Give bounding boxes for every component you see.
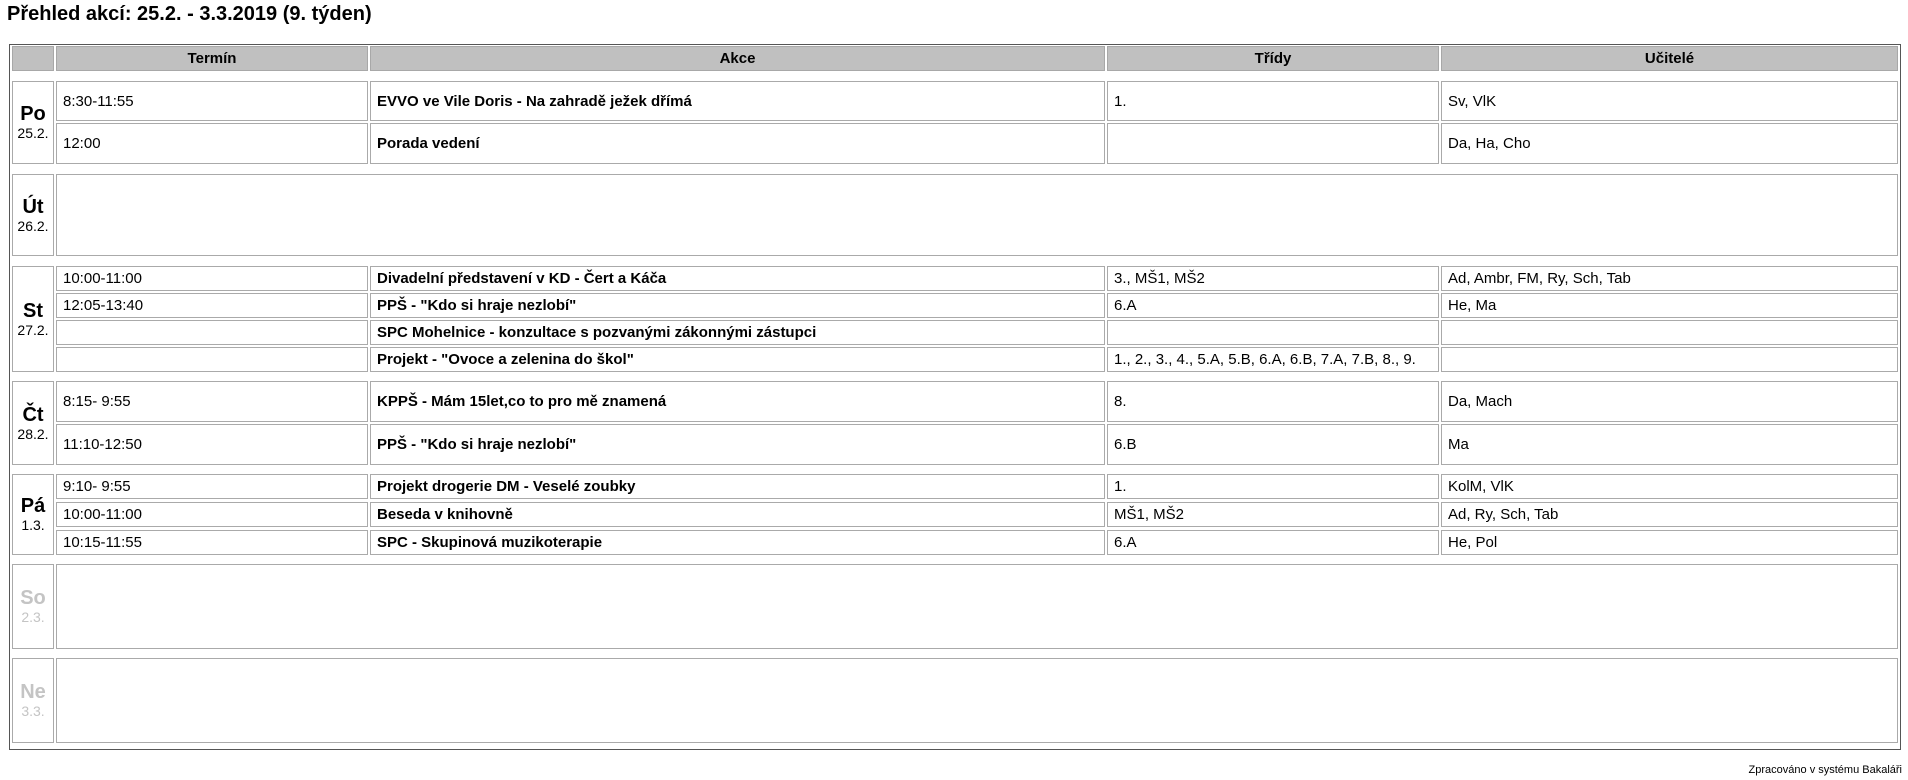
event-term: 9:10- 9:55 xyxy=(56,474,368,499)
day-label-saturday xyxy=(12,564,54,649)
day-date: 3.3. xyxy=(21,703,45,719)
event-teachers: Ma xyxy=(1441,424,1898,465)
day-label-tuesday xyxy=(12,174,54,256)
day-name: Pá xyxy=(20,495,46,517)
event-action: PPŠ - "Kdo si hraje nezlobí" xyxy=(370,424,1105,465)
event-term xyxy=(56,320,368,345)
event-teachers: Ad, Ambr, FM, Ry, Sch, Tab xyxy=(1441,266,1898,291)
day-date: 1.3. xyxy=(21,517,45,533)
event-classes: 6.A xyxy=(1107,293,1439,318)
event-teachers: Sv, VlK xyxy=(1441,81,1898,121)
day-date: 28.2. xyxy=(17,425,49,442)
day-name: Čt xyxy=(22,403,44,426)
day-label-sunday xyxy=(12,658,54,743)
event-term: 8:15- 9:55 xyxy=(56,381,368,422)
header-corner xyxy=(12,46,54,71)
event-term: 10:00-11:00 xyxy=(56,266,368,291)
day-name: Ne xyxy=(20,681,46,703)
day-label-friday xyxy=(12,474,54,555)
day-date: 25.2. xyxy=(17,125,49,141)
event-action: EVVO ve Vile Doris - Na zahradě ježek dřímá xyxy=(370,81,1105,121)
day-label-wednesday xyxy=(12,266,54,372)
event-classes: 8. xyxy=(1107,381,1439,422)
event-term: 11:10-12:50 xyxy=(56,424,368,465)
event-action: SPC Mohelnice - konzultace s pozvanými zákonnými zástupci xyxy=(370,320,1105,345)
event-action: Divadelní představení v KD - Čert a Káča xyxy=(370,266,1105,291)
event-term: 8:30-11:55 xyxy=(56,81,368,121)
day-name: Po xyxy=(20,103,46,125)
empty-day-cell xyxy=(56,564,1898,649)
event-classes: 3., MŠ1, MŠ2 xyxy=(1107,266,1439,291)
event-term: 12:05-13:40 xyxy=(56,293,368,318)
event-action: SPC - Skupinová muzikoterapie xyxy=(370,530,1105,555)
event-classes xyxy=(1107,320,1439,345)
event-teachers xyxy=(1441,347,1898,372)
event-action: KPPŠ - Mám 15let,co to pro mě znamená xyxy=(370,381,1105,422)
day-name: St xyxy=(23,299,43,322)
footer-credit: Zpracováno v systému Bakaláři xyxy=(1748,764,1902,776)
day-date: 2.3. xyxy=(21,609,45,625)
event-teachers: Ad, Ry, Sch, Tab xyxy=(1441,502,1898,527)
event-classes: 6.A xyxy=(1107,530,1439,555)
day-date: 26.2. xyxy=(17,217,49,234)
event-action: Beseda v knihovně xyxy=(370,502,1105,527)
event-teachers: Da, Ha, Cho xyxy=(1441,123,1898,164)
event-classes xyxy=(1107,123,1439,164)
event-action: Porada vedení xyxy=(370,123,1105,164)
header-term: Termín xyxy=(56,46,368,71)
event-classes: 1. xyxy=(1107,81,1439,121)
event-teachers: He, Ma xyxy=(1441,293,1898,318)
page-title: Přehled akcí: 25.2. - 3.3.2019 (9. týden) xyxy=(7,3,372,25)
day-label-monday xyxy=(12,81,54,164)
event-teachers: KolM, VlK xyxy=(1441,474,1898,499)
day-date: 27.2. xyxy=(17,321,49,338)
event-teachers xyxy=(1441,320,1898,345)
event-term: 12:00 xyxy=(56,123,368,164)
event-classes: 1. xyxy=(1107,474,1439,499)
event-classes: 6.B xyxy=(1107,424,1439,465)
day-name: Út xyxy=(22,195,44,218)
event-teachers: He, Pol xyxy=(1441,530,1898,555)
event-term xyxy=(56,347,368,372)
header-teachers: Učitelé xyxy=(1441,46,1898,71)
event-action: Projekt drogerie DM - Veselé zoubky xyxy=(370,474,1105,499)
event-action: Projekt - "Ovoce a zelenina do škol" xyxy=(370,347,1105,372)
header-classes: Třídy xyxy=(1107,46,1439,71)
empty-day-cell xyxy=(56,174,1898,256)
event-term: 10:15-11:55 xyxy=(56,530,368,555)
event-teachers: Da, Mach xyxy=(1441,381,1898,422)
empty-day-cell xyxy=(56,658,1898,743)
day-label-thursday xyxy=(12,381,54,465)
event-classes: MŠ1, MŠ2 xyxy=(1107,502,1439,527)
event-classes: 1., 2., 3., 4., 5.A, 5.B, 6.A, 6.B, 7.A, 7.B, 8., 9. xyxy=(1107,347,1439,372)
event-term: 10:00-11:00 xyxy=(56,502,368,527)
day-name: So xyxy=(20,587,46,609)
event-action: PPŠ - "Kdo si hraje nezlobí" xyxy=(370,293,1105,318)
header-action: Akce xyxy=(370,46,1105,71)
